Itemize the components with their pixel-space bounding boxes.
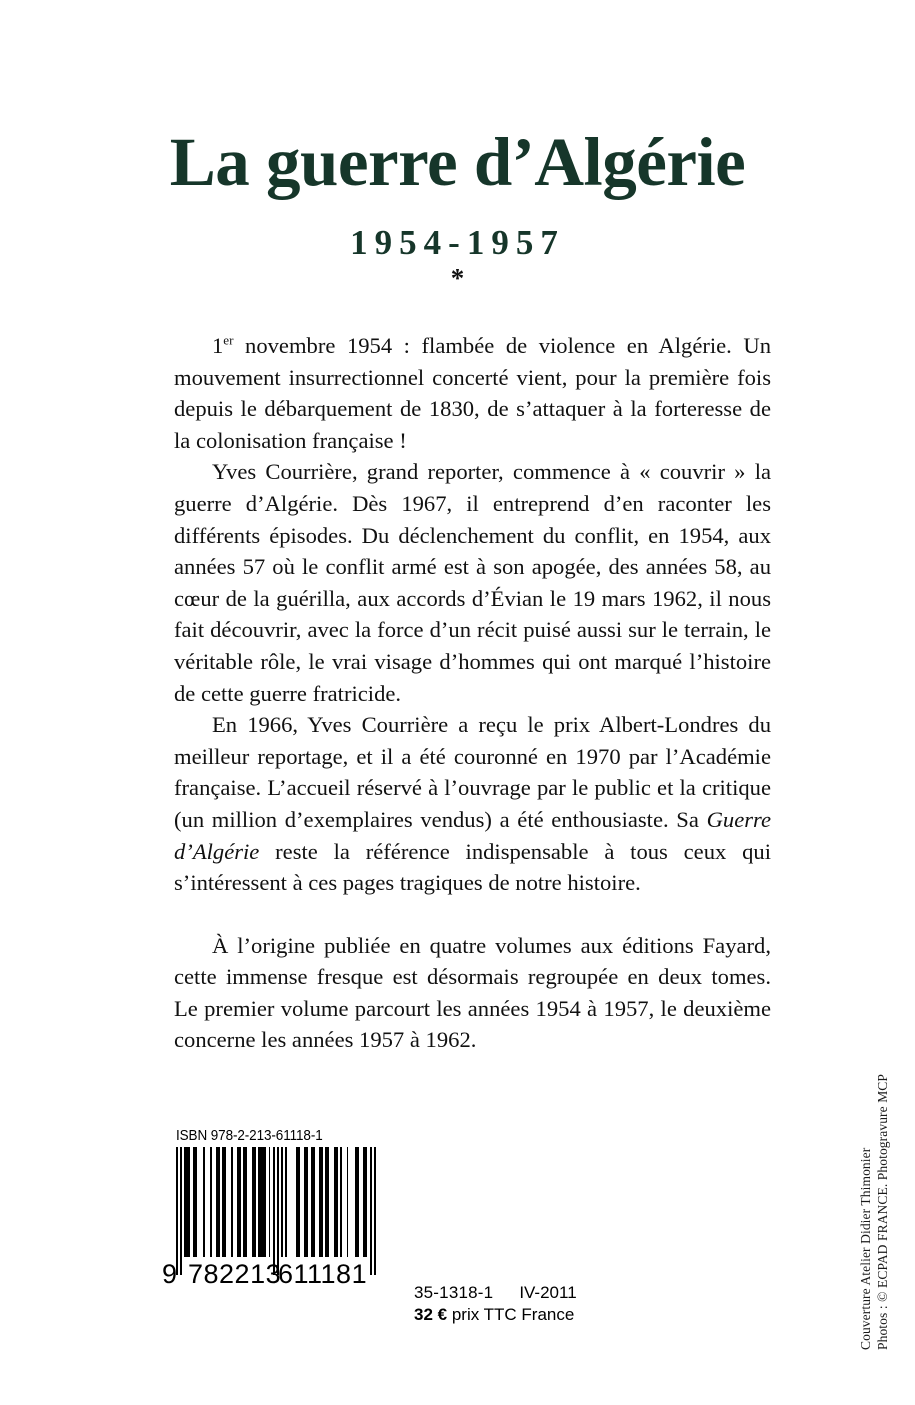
price-amount: 32 €	[414, 1305, 448, 1324]
blurb-p1-lead: 1	[212, 333, 224, 358]
barcode-digit-lead: 9	[162, 1259, 178, 1289]
page-title: La guerre d’Algérie	[169, 124, 746, 200]
vertical-credits	[858, 990, 901, 1350]
book-title-citation: Guerre d’Algérie	[174, 806, 771, 864]
blurb-paragraph-2	[174, 456, 771, 709]
blurb-p1-text: novembre 1954 : flambée de violence en Algérie. Un mouvement insurrectionnel concerté vient, pour la première fois depuis le débarquement de 1830, de s’attaquer à la forteresse de la colonisation française !	[174, 333, 771, 453]
credit-line-photos: Photos : © ECPAD FRANCE. Photogravure MCP	[875, 1073, 890, 1350]
blurb-p3-text-before: En 1966, Yves Courrière a reçu le prix Albert-Londres du meilleur reportage, et il a été couronné en 1970 par l’Académie française. L’accueil réservé à l’ouvrage par le public et la critique (un million d’exemplaires vendus) a été enthousiaste. Sa	[174, 712, 771, 832]
blurb-paragraph-3	[174, 709, 771, 899]
barcode-digits-right: 611181	[278, 1259, 368, 1289]
reference-date: IV-2011	[519, 1283, 577, 1302]
ordinal-suffix: er	[223, 332, 234, 348]
asterisk-ornament-icon: *	[450, 263, 465, 293]
cover-title-block	[0, 124, 915, 293]
price-and-reference-block	[414, 1282, 577, 1325]
blurb-paragraph-4	[174, 930, 771, 1056]
isbn-label: ISBN 978-2-213-61118-1	[176, 1128, 323, 1144]
blurb-p2-text: Yves Courrière, grand reporter, commence à « couvrir » la guerre d’Algérie. Dès 1967, il entreprend d’en raconter les différents épisodes. Du déclenchement du conflit, en 1954, aux années 57 où le conflit armé est à son apogée, des années 58, au cœur de la guérilla, aux accords d’Évian le 19 mars 1962, il nous fait découvrir, avec la force d’un récit puisé aussi sur le terrain, le véritable rôle, le vrai visage d’hommes qui ont marqué l’histoire de cette guerre fratricide.	[174, 459, 771, 706]
credit-line-cover: Couverture Atelier Didier Thimonier	[858, 1147, 873, 1350]
ean13-barcode-image	[176, 1147, 376, 1275]
reference-code: 35-1318-1	[414, 1283, 494, 1302]
barcode-digits-left: 782213	[188, 1259, 282, 1289]
price-note: prix TTC France	[451, 1305, 575, 1324]
blurb-p4-text: À l’origine publiée en quatre volumes aux éditions Fayard, cette immense fresque est désormais regroupée en deux tomes. Le premier volume parcourt les années 1954 à 1957, le deuxième concerne les années 1957 à 1962.	[174, 932, 771, 1053]
price-line	[414, 1304, 577, 1325]
blurb-paragraph-1	[174, 330, 771, 456]
blurb-p3-text-after: reste la référence indispensable à tous ceux qui s’intéressent à ces pages tragiques de notre histoire.	[174, 838, 771, 896]
cover-years-subtitle: 1954-1957	[350, 223, 565, 262]
reference-line	[414, 1282, 577, 1303]
barcode-digits	[162, 1259, 374, 1289]
back-cover-blurb	[174, 330, 771, 1056]
barcode-area	[162, 1128, 382, 1289]
